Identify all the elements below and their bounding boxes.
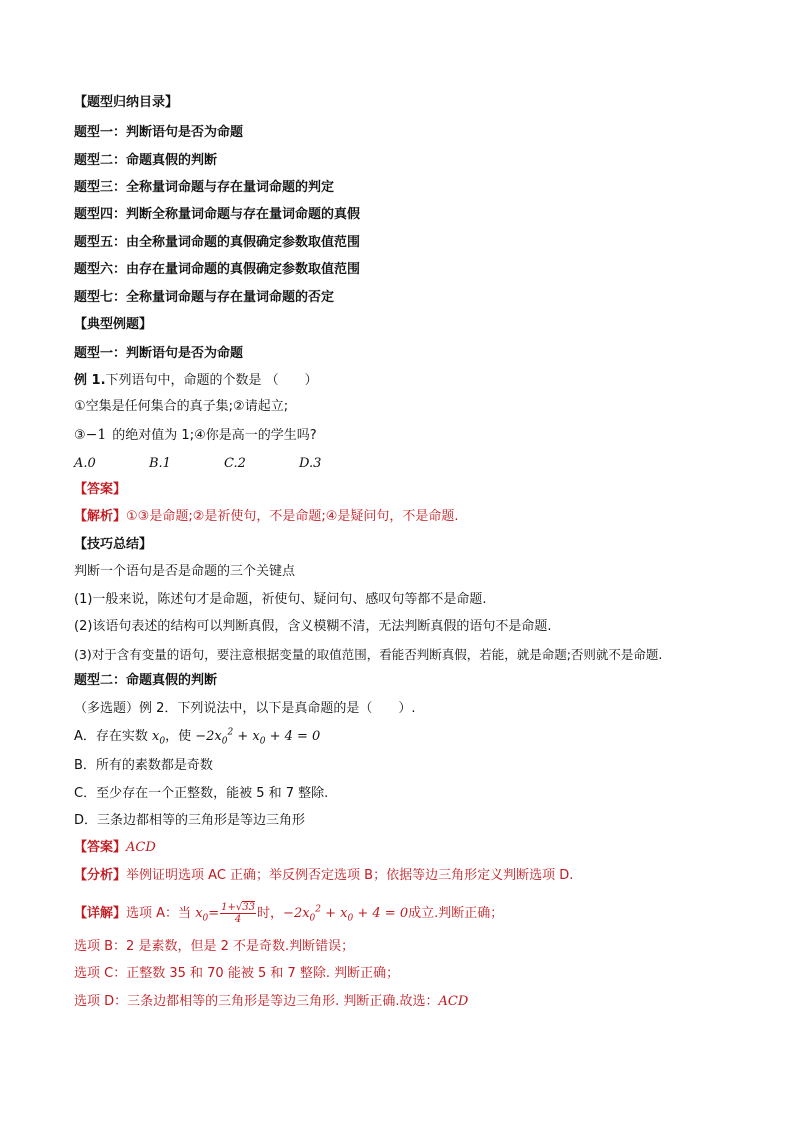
example2-xiangjie [74,902,503,925]
catalog-item-2: 题型二：命题真假的判断 [74,153,218,168]
type1-title: 题型一：判断语句是否为命题 [74,346,244,361]
optA-mid: ，使 [165,729,196,744]
math-x0-eq: $x_0=$ [195,906,220,924]
solution-d [74,994,468,1010]
xiangjie-label: 【详解】 [74,906,127,921]
catalog-item-3: 题型三：全称量词命题与存在量词命题的判定 [74,180,335,195]
catalog-item-7: 题型七：全称量词命题与存在量词命题的否定 [74,290,335,305]
tips-point-1: (1)一般来说，陈述句才是命题，祈使句、疑问句、感叹句等都不是命题. [74,592,487,607]
fenxi-text: 举例证明选项 AC 正确；举反例否定选项 B；依据等边三角形定义判断选项 D. [126,868,574,883]
analysis-text: ①③是命题;②是祈使句，不是命题;④是疑问句，不是命题. [126,509,459,524]
catalog-item-1: 题型一：判断语句是否为命题 [74,125,244,140]
fenxi-label: 【分析】 [74,868,127,883]
example2-option-a [74,729,320,745]
optA-prefix: A．存在实数 [74,729,153,744]
xiangjie-a3: 成立.判断正确； [408,906,504,921]
catalog-item-6: 题型六：由存在量词命题的真假确定参数取值范围 [74,262,361,277]
example1-statements-2 [74,427,317,444]
xiangjie-a2: 时， [257,906,284,921]
example1-answer-label: 【答案】 [74,482,127,497]
catalog-item-4: 题型四：判断全称量词命题与存在量词命题的真假 [74,207,361,222]
analysis-label: 【解析】 [74,509,127,524]
math-x0: $x_0$ [152,729,166,747]
example2-question: （多选题）例 2．下列说法中，以下是真命题的是（ ）. [74,701,416,716]
xiangjie-a1: 选项 A：当 [126,906,196,921]
math-fraction: $\frac{1+√33}{4}$ [221,902,256,925]
example2-option-b: B．所有的素数都是奇数 [74,758,213,773]
solution-d-answer: ACD [438,994,469,1009]
type2-title: 题型二：命题真假的判断 [74,673,218,688]
tips-intro: 判断一个语句是否是命题的三个关键点 [74,564,296,579]
stmt3-prefix: ③ [74,428,86,443]
answer-value: ACD [126,840,156,855]
solution-c: 选项 C：正整数 35 和 70 能被 5 和 7 整除. 判断正确； [74,966,400,981]
option-a: A.0 [74,456,96,471]
option-c: C.2 [224,456,246,471]
tips-point-3: (3)对于含有变量的语句，要注意根据变量的取值范围，看能否判断真假，若能，就是命题;否则就不是命题. [74,647,663,662]
example1-question [74,373,318,389]
example1-analysis [74,509,459,525]
example1-statements-1: ①空集是任何集合的真子集;②请起立; [74,399,289,414]
example2-option-c: C．至少存在一个正整数，能被 5 和 7 整除. [74,786,329,801]
stmt3-rest: 的绝对值为 1;④你是高一的学生吗? [112,428,317,443]
example1-options [74,456,374,472]
example2-option-d: D．三条边都相等的三角形是等边三角形 [74,813,306,828]
option-b: B.1 [149,456,171,471]
math-equation-sol: $-2x_0^2 + x_0 + 4 = 0$ [283,904,409,924]
math-equation-a: $-2x_0^2 + x_0 + 4 = 0$ [195,727,321,747]
examples-heading: 【典型例题】 [74,317,153,332]
solution-b: 选项 B：2 是素数，但是 2 不是奇数.判断错误； [74,939,355,954]
catalog-item-5: 题型五：由全称量词命题的真假确定参数取值范围 [74,235,361,250]
stmt3-math: −1 [85,427,107,443]
tips-heading: 【技巧总结】 [74,537,153,552]
example1-label: 例 1. [74,373,106,388]
catalog-heading: 【题型归纳目录】 [74,95,179,110]
answer-label: 【答案】 [74,840,127,855]
option-d: D.3 [299,456,322,471]
tips-point-2: (2)该语句表述的结构可以判断真假，含义模糊不清，无法判断真假的语句不是命题. [74,619,552,634]
example2-answer [74,840,156,856]
example2-fenxi [74,868,573,884]
solution-d-text: 选项 D：三条边都相等的三角形是等边三角形. 判断正确.故选： [74,994,439,1009]
example1-text: 下列语句中，命题的个数是 （ ） [105,373,318,388]
